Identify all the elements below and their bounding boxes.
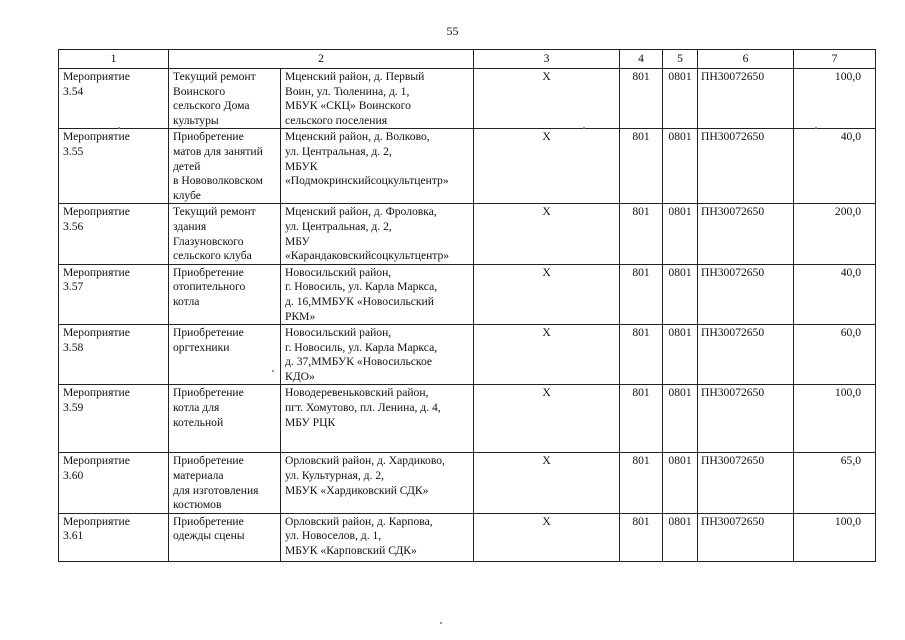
- table-row: [59, 453, 876, 513]
- col5-cell: 0801: [663, 453, 698, 513]
- event-cell: Мероприятие 3.56: [59, 204, 169, 264]
- event-cell: Мероприятие 3.54: [59, 69, 169, 129]
- location-cell: Новодеревеньковский район, пгт. Хомутово, пл. Ленина, д. 4, МБУ РЦК: [281, 385, 474, 453]
- table-row: [59, 69, 876, 129]
- scan-speck: [815, 127, 817, 129]
- col5-cell: 0801: [663, 264, 698, 324]
- col5-cell: 0801: [663, 513, 698, 561]
- col6-cell: ПН30072650: [698, 385, 794, 453]
- col3-cell: Х: [474, 513, 620, 561]
- table-row: [59, 129, 876, 204]
- col5-cell: 0801: [663, 69, 698, 129]
- event-cell: Мероприятие 3.58: [59, 325, 169, 385]
- name-cell: Приобретение материала для изготовления костюмов: [169, 453, 281, 513]
- table-body: [59, 50, 876, 562]
- col6-cell: ПН30072650: [698, 513, 794, 561]
- header-col-2: 2: [169, 50, 474, 69]
- col7-cell: 200,0: [794, 204, 876, 264]
- name-cell: Текущий ремонт Воинского сельского Дома культуры: [169, 69, 281, 129]
- col3-cell: Х: [474, 453, 620, 513]
- event-cell: Мероприятие 3.59: [59, 385, 169, 453]
- col6-cell: ПН30072650: [698, 204, 794, 264]
- col4-cell: 801: [620, 325, 663, 385]
- event-cell: Мероприятие 3.60: [59, 453, 169, 513]
- col5-cell: 0801: [663, 204, 698, 264]
- col3-cell: Х: [474, 385, 620, 453]
- col6-cell: ПН30072650: [698, 325, 794, 385]
- location-cell: Орловский район, д. Карпова, ул. Новоселов, д. 1, МБУК «Карповский СДК»: [281, 513, 474, 561]
- table-row: [59, 325, 876, 385]
- col4-cell: 801: [620, 264, 663, 324]
- budget-table: [58, 49, 876, 562]
- col7-cell: 100,0: [794, 69, 876, 129]
- header-col-1: 1: [59, 50, 169, 69]
- header-col-7: 7: [794, 50, 876, 69]
- col3-cell: Х: [474, 129, 620, 204]
- scan-speck: [272, 370, 274, 372]
- location-cell: Новосильский район, г. Новосиль, ул. Карла Маркса, д. 37,ММБУК «Новосильское КДО»: [281, 325, 474, 385]
- col6-cell: ПН30072650: [698, 264, 794, 324]
- location-cell: Мценский район, д. Первый Воин, ул. Тюленина, д. 1, МБУК «СКЦ» Воинского сельского поселения: [281, 69, 474, 129]
- col4-cell: 801: [620, 129, 663, 204]
- event-cell: Мероприятие 3.55: [59, 129, 169, 204]
- col4-cell: 801: [620, 385, 663, 453]
- col7-cell: 65,0: [794, 453, 876, 513]
- col7-cell: 100,0: [794, 513, 876, 561]
- col4-cell: 801: [620, 513, 663, 561]
- col7-cell: 40,0: [794, 264, 876, 324]
- name-cell: Текущий ремонт здания Глазуновского сельского клуба: [169, 204, 281, 264]
- col5-cell: 0801: [663, 129, 698, 204]
- event-cell: Мероприятие 3.57: [59, 264, 169, 324]
- table-row: [59, 385, 876, 453]
- name-cell: Приобретение матов для занятий детей в Нововолковском клубе: [169, 129, 281, 204]
- col5-cell: 0801: [663, 385, 698, 453]
- col3-cell: Х: [474, 264, 620, 324]
- col6-cell: ПН30072650: [698, 453, 794, 513]
- location-cell: Орловский район, д. Хардиково, ул. Культурная, д. 2, МБУК «Хардиковский СДК»: [281, 453, 474, 513]
- col7-cell: 60,0: [794, 325, 876, 385]
- table-row: [59, 513, 876, 561]
- table-row: [59, 204, 876, 264]
- col3-cell: Х: [474, 69, 620, 129]
- location-cell: Новосильский район, г. Новосиль, ул. Карла Маркса, д. 16,ММБУК «Новосильский РКМ»: [281, 264, 474, 324]
- col7-cell: 40,0: [794, 129, 876, 204]
- scan-speck: [583, 127, 585, 129]
- col5-cell: 0801: [663, 325, 698, 385]
- header-col-5: 5: [663, 50, 698, 69]
- col7-cell: 100,0: [794, 385, 876, 453]
- location-cell: Мценский район, д. Фроловка, ул. Центральная, д. 2, МБУ «Карандаковскийсоцкультцентр»: [281, 204, 474, 264]
- name-cell: Приобретение одежды сцены: [169, 513, 281, 561]
- header-col-3: 3: [474, 50, 620, 69]
- location-cell: Мценский район, д. Волково, ул. Центральная, д. 2, МБУК «Подмокринскийсоцкультцентр»: [281, 129, 474, 204]
- name-cell: Приобретение котла для котельной: [169, 385, 281, 453]
- col3-cell: Х: [474, 325, 620, 385]
- header-col-6: 6: [698, 50, 794, 69]
- name-cell: Приобретение оргтехники: [169, 325, 281, 385]
- col4-cell: 801: [620, 453, 663, 513]
- col6-cell: ПН30072650: [698, 69, 794, 129]
- col4-cell: 801: [620, 204, 663, 264]
- col6-cell: ПН30072650: [698, 129, 794, 204]
- col4-cell: 801: [620, 69, 663, 129]
- table-header-row: [59, 50, 876, 69]
- header-col-4: 4: [620, 50, 663, 69]
- scan-speck: [440, 622, 442, 624]
- col3-cell: Х: [474, 204, 620, 264]
- table-row: [59, 264, 876, 324]
- page-number: 55: [446, 24, 459, 38]
- scan-speck: [118, 127, 120, 129]
- name-cell: Приобретение отопительного котла: [169, 264, 281, 324]
- event-cell: Мероприятие 3.61: [59, 513, 169, 561]
